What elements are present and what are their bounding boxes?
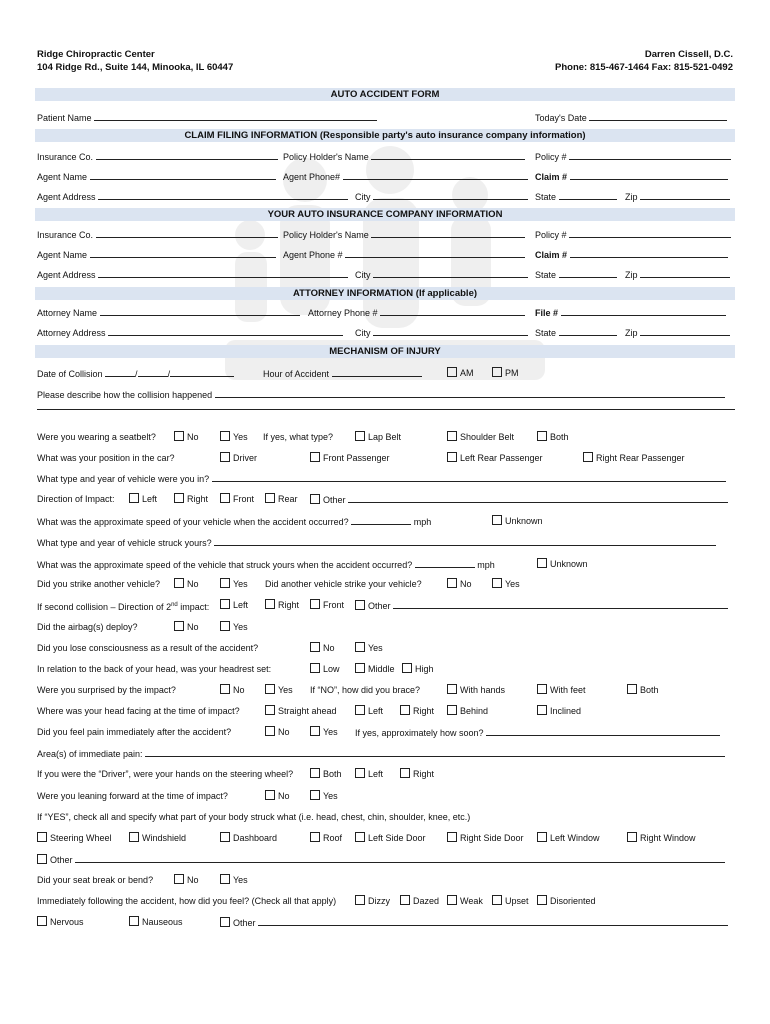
- parts-other-label: Other: [50, 855, 73, 865]
- yours-agent-phone-field[interactable]: [345, 248, 525, 258]
- speed-unknown-label: Unknown: [505, 516, 543, 526]
- dir-right-label: Right: [187, 494, 209, 504]
- facing-question: Where was your head facing at the time of impact?: [37, 706, 240, 716]
- yours-claim-field[interactable]: [570, 248, 728, 258]
- describe-field[interactable]: [215, 388, 725, 398]
- surprised-yes-label: Yes: [278, 685, 293, 695]
- mechanism-section-header: MECHANISM OF INJURY: [35, 345, 735, 358]
- collision-day-field[interactable]: [138, 367, 168, 377]
- doctor-header: [555, 48, 733, 74]
- headrest-row: [37, 663, 735, 676]
- strike-you-no-label: No: [460, 579, 472, 589]
- seatbelt-question: Were you wearing a seatbelt?: [37, 432, 156, 442]
- seat-question: Did your seat break or bend?: [37, 875, 154, 885]
- seatbelt-yes-checkbox[interactable]: [220, 431, 230, 441]
- steering-label: Steering Wheel: [50, 833, 112, 843]
- seatbelt-row: [37, 431, 735, 444]
- airbag-yes-label: Yes: [233, 622, 248, 632]
- parts-other-row: [37, 853, 735, 866]
- vehicle-field[interactable]: [212, 472, 726, 482]
- specify-question: If “YES”, check all and specify what part of your body struck what (i.e. head, chest, chin, shoulder, knee, etc.): [37, 812, 471, 822]
- dizzy-label: Dizzy: [368, 896, 390, 906]
- how-soon-label: If yes, approximately how soon?: [355, 728, 484, 738]
- form-title: AUTO ACCIDENT FORM: [35, 88, 735, 101]
- pain-yes-checkbox[interactable]: [310, 726, 320, 736]
- pain-no-label: No: [278, 727, 290, 737]
- claim-state-field[interactable]: [559, 190, 617, 200]
- dizzy-checkbox[interactable]: [355, 895, 365, 905]
- position-question: What was your position in the car?: [37, 453, 175, 463]
- describe-field-2[interactable]: [37, 408, 735, 410]
- clinic-address: 104 Ridge Rd., Suite 144, Minooka, IL 60447: [37, 62, 234, 73]
- yours-agent-phone-label: Agent Phone #: [283, 250, 343, 260]
- second-other-checkbox[interactable]: [355, 600, 365, 610]
- struck-question: What type and year of vehicle struck yours?: [37, 538, 212, 548]
- headrest-high-checkbox[interactable]: [402, 663, 412, 673]
- yours-row-2: [37, 248, 735, 261]
- pain-no-checkbox[interactable]: [265, 726, 275, 736]
- dir-front-label: Front: [233, 494, 255, 504]
- seatbelt-yes-label: Yes: [233, 432, 248, 442]
- attorney-state-field[interactable]: [559, 326, 617, 336]
- nauseous-checkbox[interactable]: [129, 916, 139, 926]
- speed-unknown-checkbox[interactable]: [492, 515, 502, 525]
- yours-holder-field[interactable]: [371, 228, 525, 238]
- claim-policy-label: Policy #: [535, 152, 567, 162]
- clinic-name: Ridge Chiropractic Center: [37, 49, 155, 60]
- surprised-row: [37, 684, 735, 697]
- second-left-checkbox[interactable]: [220, 599, 230, 609]
- claim-agent-label: Agent Name: [37, 172, 88, 182]
- yours-claim-label: Claim #: [535, 250, 568, 260]
- strike-yes-label: Yes: [233, 579, 248, 589]
- conscious-yes-checkbox[interactable]: [355, 642, 365, 652]
- lap-belt-label: Lap Belt: [368, 432, 402, 442]
- second-q-post: impact:: [177, 602, 210, 612]
- left-door-label: Left Side Door: [368, 833, 426, 843]
- leaning-no-label: No: [278, 791, 290, 801]
- speed-field[interactable]: [351, 515, 411, 525]
- attorney-address-label: Attorney Address: [37, 328, 106, 338]
- your-insurance-section-header: YOUR AUTO INSURANCE COMPANY INFORMATION: [35, 208, 735, 221]
- yours-address-label: Agent Address: [37, 270, 96, 280]
- seatbelt-no-label: No: [187, 432, 199, 442]
- facing-right-checkbox[interactable]: [400, 705, 410, 715]
- left-rear-label: Left Rear Passenger: [460, 453, 543, 463]
- second-q-sup: nd: [171, 602, 178, 608]
- collision-month-field[interactable]: [105, 367, 135, 377]
- speed-question: What was the approximate speed of your vehicle when the accident occurred?: [37, 517, 349, 527]
- seat-row: [37, 874, 735, 887]
- yours-state-field[interactable]: [559, 268, 617, 278]
- dir-left-label: Left: [142, 494, 158, 504]
- attorney-address-field[interactable]: [108, 326, 343, 336]
- hands-right-checkbox[interactable]: [400, 768, 410, 778]
- parts-other-checkbox[interactable]: [37, 854, 47, 864]
- phone-fax: Phone: 815-467-1464 Fax: 815-521-0492: [555, 62, 733, 73]
- roof-checkbox[interactable]: [310, 832, 320, 842]
- claim-agent-field[interactable]: [90, 170, 276, 180]
- claim-state-label: State: [535, 192, 557, 202]
- seatbelt-no-checkbox[interactable]: [174, 431, 184, 441]
- struck-row: [37, 536, 735, 549]
- second-collision-question: [37, 599, 209, 613]
- claim-row-3: [37, 190, 735, 203]
- conscious-question: Did you lose consciousness as a result of the accident?: [37, 643, 259, 653]
- facing-row: [37, 705, 735, 718]
- both-belt-label: Both: [550, 432, 569, 442]
- conscious-no-label: No: [323, 643, 335, 653]
- right-door-label: Right Side Door: [460, 833, 524, 843]
- airbag-row: [37, 621, 735, 634]
- attorney-city-field[interactable]: [373, 326, 528, 336]
- surprised-no-checkbox[interactable]: [220, 684, 230, 694]
- surprised-no-label: No: [233, 685, 245, 695]
- headrest-middle-label: Middle: [368, 664, 395, 674]
- strike-yes-checkbox[interactable]: [220, 578, 230, 588]
- headrest-middle-checkbox[interactable]: [355, 663, 365, 673]
- front-passenger-checkbox[interactable]: [310, 452, 320, 462]
- claim-address-field[interactable]: [98, 190, 348, 200]
- facing-inclined-checkbox[interactable]: [537, 705, 547, 715]
- brace-question: If “NO”, how did you brace?: [310, 685, 421, 695]
- second-right-checkbox[interactable]: [265, 599, 275, 609]
- right-door-checkbox[interactable]: [447, 832, 457, 842]
- attorney-file-label: File #: [535, 308, 559, 318]
- facing-left-label: Left: [368, 706, 384, 716]
- hour-field[interactable]: [332, 367, 422, 377]
- attorney-section-header: ATTORNEY INFORMATION (If applicable): [35, 287, 735, 300]
- facing-left-checkbox[interactable]: [355, 705, 365, 715]
- struck-unknown-checkbox[interactable]: [537, 558, 547, 568]
- second-collision-row: [37, 599, 735, 612]
- nervous-checkbox[interactable]: [37, 916, 47, 926]
- weak-label: Weak: [460, 896, 483, 906]
- struck-mph-label: mph: [477, 560, 495, 570]
- airbag-question: Did the airbag(s) deploy?: [37, 622, 138, 632]
- clinic-header: [37, 48, 233, 74]
- left-door-checkbox[interactable]: [355, 832, 365, 842]
- yours-city-label: City: [355, 270, 371, 280]
- dazed-checkbox[interactable]: [400, 895, 410, 905]
- yours-state-label: State: [535, 270, 557, 280]
- area-row: [37, 747, 735, 760]
- airbag-yes-checkbox[interactable]: [220, 621, 230, 631]
- seat-no-checkbox[interactable]: [174, 874, 184, 884]
- surprised-question: Were you surprised by the impact?: [37, 685, 176, 695]
- claim-insurance-label: Insurance Co.: [37, 152, 94, 162]
- pm-label: PM: [505, 368, 519, 378]
- steering-checkbox[interactable]: [37, 832, 47, 842]
- attorney-state-label: State: [535, 328, 557, 338]
- surprised-yes-checkbox[interactable]: [265, 684, 275, 694]
- attorney-name-field[interactable]: [100, 306, 300, 316]
- claim-section-header: CLAIM FILING INFORMATION (Responsible party's auto insurance company information): [35, 129, 735, 142]
- am-checkbox[interactable]: [447, 367, 457, 377]
- conscious-no-checkbox[interactable]: [310, 642, 320, 652]
- brace-hands-checkbox[interactable]: [447, 684, 457, 694]
- second-left-label: Left: [233, 600, 249, 610]
- leaning-question: Were you leaning forward at the time of impact?: [37, 791, 228, 801]
- leaning-yes-label: Yes: [323, 791, 338, 801]
- belt-type-question: If yes, what type?: [263, 432, 334, 442]
- describe-row: [37, 388, 735, 401]
- attorney-phone-field[interactable]: [380, 306, 525, 316]
- vehicle-question: What type and year of vehicle were you in?: [37, 474, 210, 484]
- claim-insurance-field[interactable]: [96, 150, 278, 160]
- area-field[interactable]: [145, 747, 725, 757]
- second-other-label: Other: [368, 601, 391, 611]
- patient-name-label: Patient Name: [37, 113, 92, 123]
- yours-policy-field[interactable]: [569, 228, 731, 238]
- claim-row-1: [37, 150, 735, 163]
- todays-date-field[interactable]: [589, 111, 727, 121]
- leaning-yes-checkbox[interactable]: [310, 790, 320, 800]
- claim-row-2: [37, 170, 735, 183]
- attorney-file-field[interactable]: [561, 306, 726, 316]
- hands-left-checkbox[interactable]: [355, 768, 365, 778]
- second-right-label: Right: [278, 600, 300, 610]
- facing-right-label: Right: [413, 706, 435, 716]
- dir-rear-label: Rear: [278, 494, 298, 504]
- feel-other-field[interactable]: [258, 916, 728, 926]
- dir-rear-checkbox[interactable]: [265, 493, 275, 503]
- collision-year-field[interactable]: [170, 367, 234, 377]
- claim-number-field[interactable]: [570, 170, 728, 180]
- dir-right-checkbox[interactable]: [174, 493, 184, 503]
- both-belt-checkbox[interactable]: [537, 431, 547, 441]
- pm-checkbox[interactable]: [492, 367, 502, 377]
- weak-checkbox[interactable]: [447, 895, 457, 905]
- yours-holder-label: Policy Holder's Name: [283, 230, 369, 240]
- yours-city-field[interactable]: [373, 268, 528, 278]
- am-label: AM: [460, 368, 474, 378]
- attorney-row-2: [37, 326, 735, 339]
- right-rear-label: Right Rear Passenger: [596, 453, 685, 463]
- right-window-label: Right Window: [640, 833, 696, 843]
- attorney-row-1: [37, 306, 735, 319]
- pain-yes-label: Yes: [323, 727, 338, 737]
- dashboard-checkbox[interactable]: [220, 832, 230, 842]
- nauseous-label: Nauseous: [142, 917, 183, 927]
- patient-name-field[interactable]: [94, 111, 377, 121]
- brace-hands-label: With hands: [460, 685, 506, 695]
- seat-yes-label: Yes: [233, 875, 248, 885]
- hands-both-checkbox[interactable]: [310, 768, 320, 778]
- dir-other-checkbox[interactable]: [310, 494, 320, 504]
- yours-zip-field[interactable]: [640, 268, 730, 278]
- claim-zip-label: Zip: [625, 192, 638, 202]
- claim-holder-label: Policy Holder's Name: [283, 152, 369, 162]
- yours-row-1: [37, 228, 735, 241]
- headrest-low-checkbox[interactable]: [310, 663, 320, 673]
- second-q-text: If second collision – Direction of 2: [37, 602, 172, 612]
- yours-insurance-field[interactable]: [96, 228, 278, 238]
- facing-straight-checkbox[interactable]: [265, 705, 275, 715]
- strike-you-question: Did another vehicle strike your vehicle?: [265, 579, 422, 589]
- hands-both-label: Both: [323, 769, 342, 779]
- strike-row: [37, 578, 735, 591]
- windshield-checkbox[interactable]: [129, 832, 139, 842]
- strike-no-checkbox[interactable]: [174, 578, 184, 588]
- dashboard-label: Dashboard: [233, 833, 278, 843]
- airbag-no-checkbox[interactable]: [174, 621, 184, 631]
- lap-belt-checkbox[interactable]: [355, 431, 365, 441]
- claim-city-field[interactable]: [373, 190, 528, 200]
- direction-question: Direction of Impact:: [37, 494, 115, 504]
- headrest-high-label: High: [415, 664, 434, 674]
- left-window-label: Left Window: [550, 833, 600, 843]
- facing-behind-label: Behind: [460, 706, 489, 716]
- strike-you-no-checkbox[interactable]: [447, 578, 457, 588]
- claim-address-label: Agent Address: [37, 192, 96, 202]
- hour-label: Hour of Accident: [263, 369, 330, 379]
- windshield-label: Windshield: [142, 833, 187, 843]
- second-front-label: Front: [323, 600, 345, 610]
- pain-row: [37, 726, 735, 739]
- seat-yes-checkbox[interactable]: [220, 874, 230, 884]
- feel-question: Immediately following the accident, how did you feel? (Check all that apply): [37, 896, 337, 906]
- feel-row: [37, 895, 735, 908]
- facing-inclined-label: Inclined: [550, 706, 582, 716]
- headrest-low-label: Low: [323, 664, 340, 674]
- feel-row-2: [37, 916, 735, 929]
- struck-unknown-label: Unknown: [550, 559, 588, 569]
- struck-parts-row: [37, 832, 735, 845]
- how-soon-field[interactable]: [486, 726, 720, 736]
- leaning-row: [37, 790, 735, 803]
- dir-left-checkbox[interactable]: [129, 493, 139, 503]
- feel-other-checkbox[interactable]: [220, 917, 230, 927]
- brace-both-checkbox[interactable]: [627, 684, 637, 694]
- attorney-zip-field[interactable]: [640, 326, 730, 336]
- yours-address-field[interactable]: [98, 268, 348, 278]
- claim-holder-field[interactable]: [371, 150, 525, 160]
- facing-behind-checkbox[interactable]: [447, 705, 457, 715]
- brace-feet-label: With feet: [550, 685, 586, 695]
- struck-speed-field[interactable]: [415, 558, 475, 568]
- area-label: Area(s) of immediate pain:: [37, 749, 143, 759]
- attorney-name-label: Attorney Name: [37, 308, 98, 318]
- disoriented-label: Disoriented: [550, 896, 596, 906]
- struck-speed-question: What was the approximate speed of the vehicle that struck yours when the accident occurred?: [37, 560, 413, 570]
- yours-policy-label: Policy #: [535, 230, 567, 240]
- right-rear-checkbox[interactable]: [583, 452, 593, 462]
- right-window-checkbox[interactable]: [627, 832, 637, 842]
- shoulder-belt-label: Shoulder Belt: [460, 432, 515, 442]
- attorney-phone-label: Attorney Phone #: [308, 308, 378, 318]
- facing-straight-label: Straight ahead: [278, 706, 337, 716]
- strike-you-yes-label: Yes: [505, 579, 520, 589]
- yours-agent-label: Agent Name: [37, 250, 88, 260]
- collision-date-row: Date of Collision / / Hour of Accident AM PM: [37, 368, 519, 379]
- second-front-checkbox[interactable]: [310, 599, 320, 609]
- left-rear-checkbox[interactable]: [447, 452, 457, 462]
- driver-label: Driver: [233, 453, 257, 463]
- struck-speed-row: [37, 558, 735, 571]
- attorney-zip-label: Zip: [625, 328, 638, 338]
- hands-question: If you were the “Driver”, were your hands on the steering wheel?: [37, 769, 294, 779]
- pain-question: Did you feel pain immediately after the accident?: [37, 727, 232, 737]
- yours-row-3: [37, 268, 735, 281]
- headrest-question: In relation to the back of your head, was your headrest set:: [37, 664, 272, 674]
- describe-label: Please describe how the collision happened: [37, 390, 213, 400]
- dir-other-field[interactable]: [348, 493, 728, 503]
- brace-feet-checkbox[interactable]: [537, 684, 547, 694]
- todays-date-label: Today's Date: [535, 113, 587, 123]
- position-row: [37, 452, 735, 465]
- strike-question: Did you strike another vehicle?: [37, 579, 161, 589]
- seat-no-label: No: [187, 875, 199, 885]
- doctor-name: Darren Cissell, D.C.: [644, 49, 733, 60]
- parts-other-field[interactable]: [75, 853, 725, 863]
- patient-row: [37, 111, 735, 124]
- conscious-yes-label: Yes: [368, 643, 383, 653]
- hands-left-label: Left: [368, 769, 384, 779]
- direction-row: [37, 493, 735, 506]
- shoulder-belt-checkbox[interactable]: [447, 431, 457, 441]
- hands-row: [37, 768, 735, 781]
- claim-city-label: City: [355, 192, 371, 202]
- speed-row: [37, 515, 735, 528]
- dir-other-label: Other: [323, 495, 346, 505]
- collision-date-label: Date of Collision: [37, 369, 103, 379]
- upset-checkbox[interactable]: [492, 895, 502, 905]
- claim-agent-phone-label: Agent Phone#: [283, 172, 341, 182]
- airbag-no-label: No: [187, 622, 199, 632]
- nervous-label: Nervous: [50, 917, 84, 927]
- brace-both-label: Both: [640, 685, 659, 695]
- leaning-no-checkbox[interactable]: [265, 790, 275, 800]
- upset-label: Upset: [505, 896, 529, 906]
- specify-row: [37, 811, 735, 824]
- strike-you-yes-checkbox[interactable]: [492, 578, 502, 588]
- second-other-field[interactable]: [393, 599, 728, 609]
- conscious-row: [37, 642, 735, 655]
- hands-right-label: Right: [413, 769, 435, 779]
- front-passenger-label: Front Passenger: [323, 453, 390, 463]
- claim-number-label: Claim #: [535, 172, 568, 182]
- speed-mph-label: mph: [413, 517, 432, 527]
- yours-zip-label: Zip: [625, 270, 638, 280]
- attorney-city-label: City: [355, 328, 371, 338]
- feel-other-label: Other: [233, 918, 256, 928]
- yours-insurance-label: Insurance Co.: [37, 230, 94, 240]
- dir-front-checkbox[interactable]: [220, 493, 230, 503]
- disoriented-checkbox[interactable]: [537, 895, 547, 905]
- left-window-checkbox[interactable]: [537, 832, 547, 842]
- dazed-label: Dazed: [413, 896, 440, 906]
- claim-policy-field[interactable]: [569, 150, 731, 160]
- strike-no-label: No: [187, 579, 199, 589]
- struck-field[interactable]: [214, 536, 716, 546]
- claim-zip-field[interactable]: [640, 190, 730, 200]
- yours-agent-field[interactable]: [90, 248, 276, 258]
- driver-checkbox[interactable]: [220, 452, 230, 462]
- roof-label: Roof: [323, 833, 343, 843]
- claim-agent-phone-field[interactable]: [343, 170, 528, 180]
- vehicle-row: [37, 472, 735, 485]
